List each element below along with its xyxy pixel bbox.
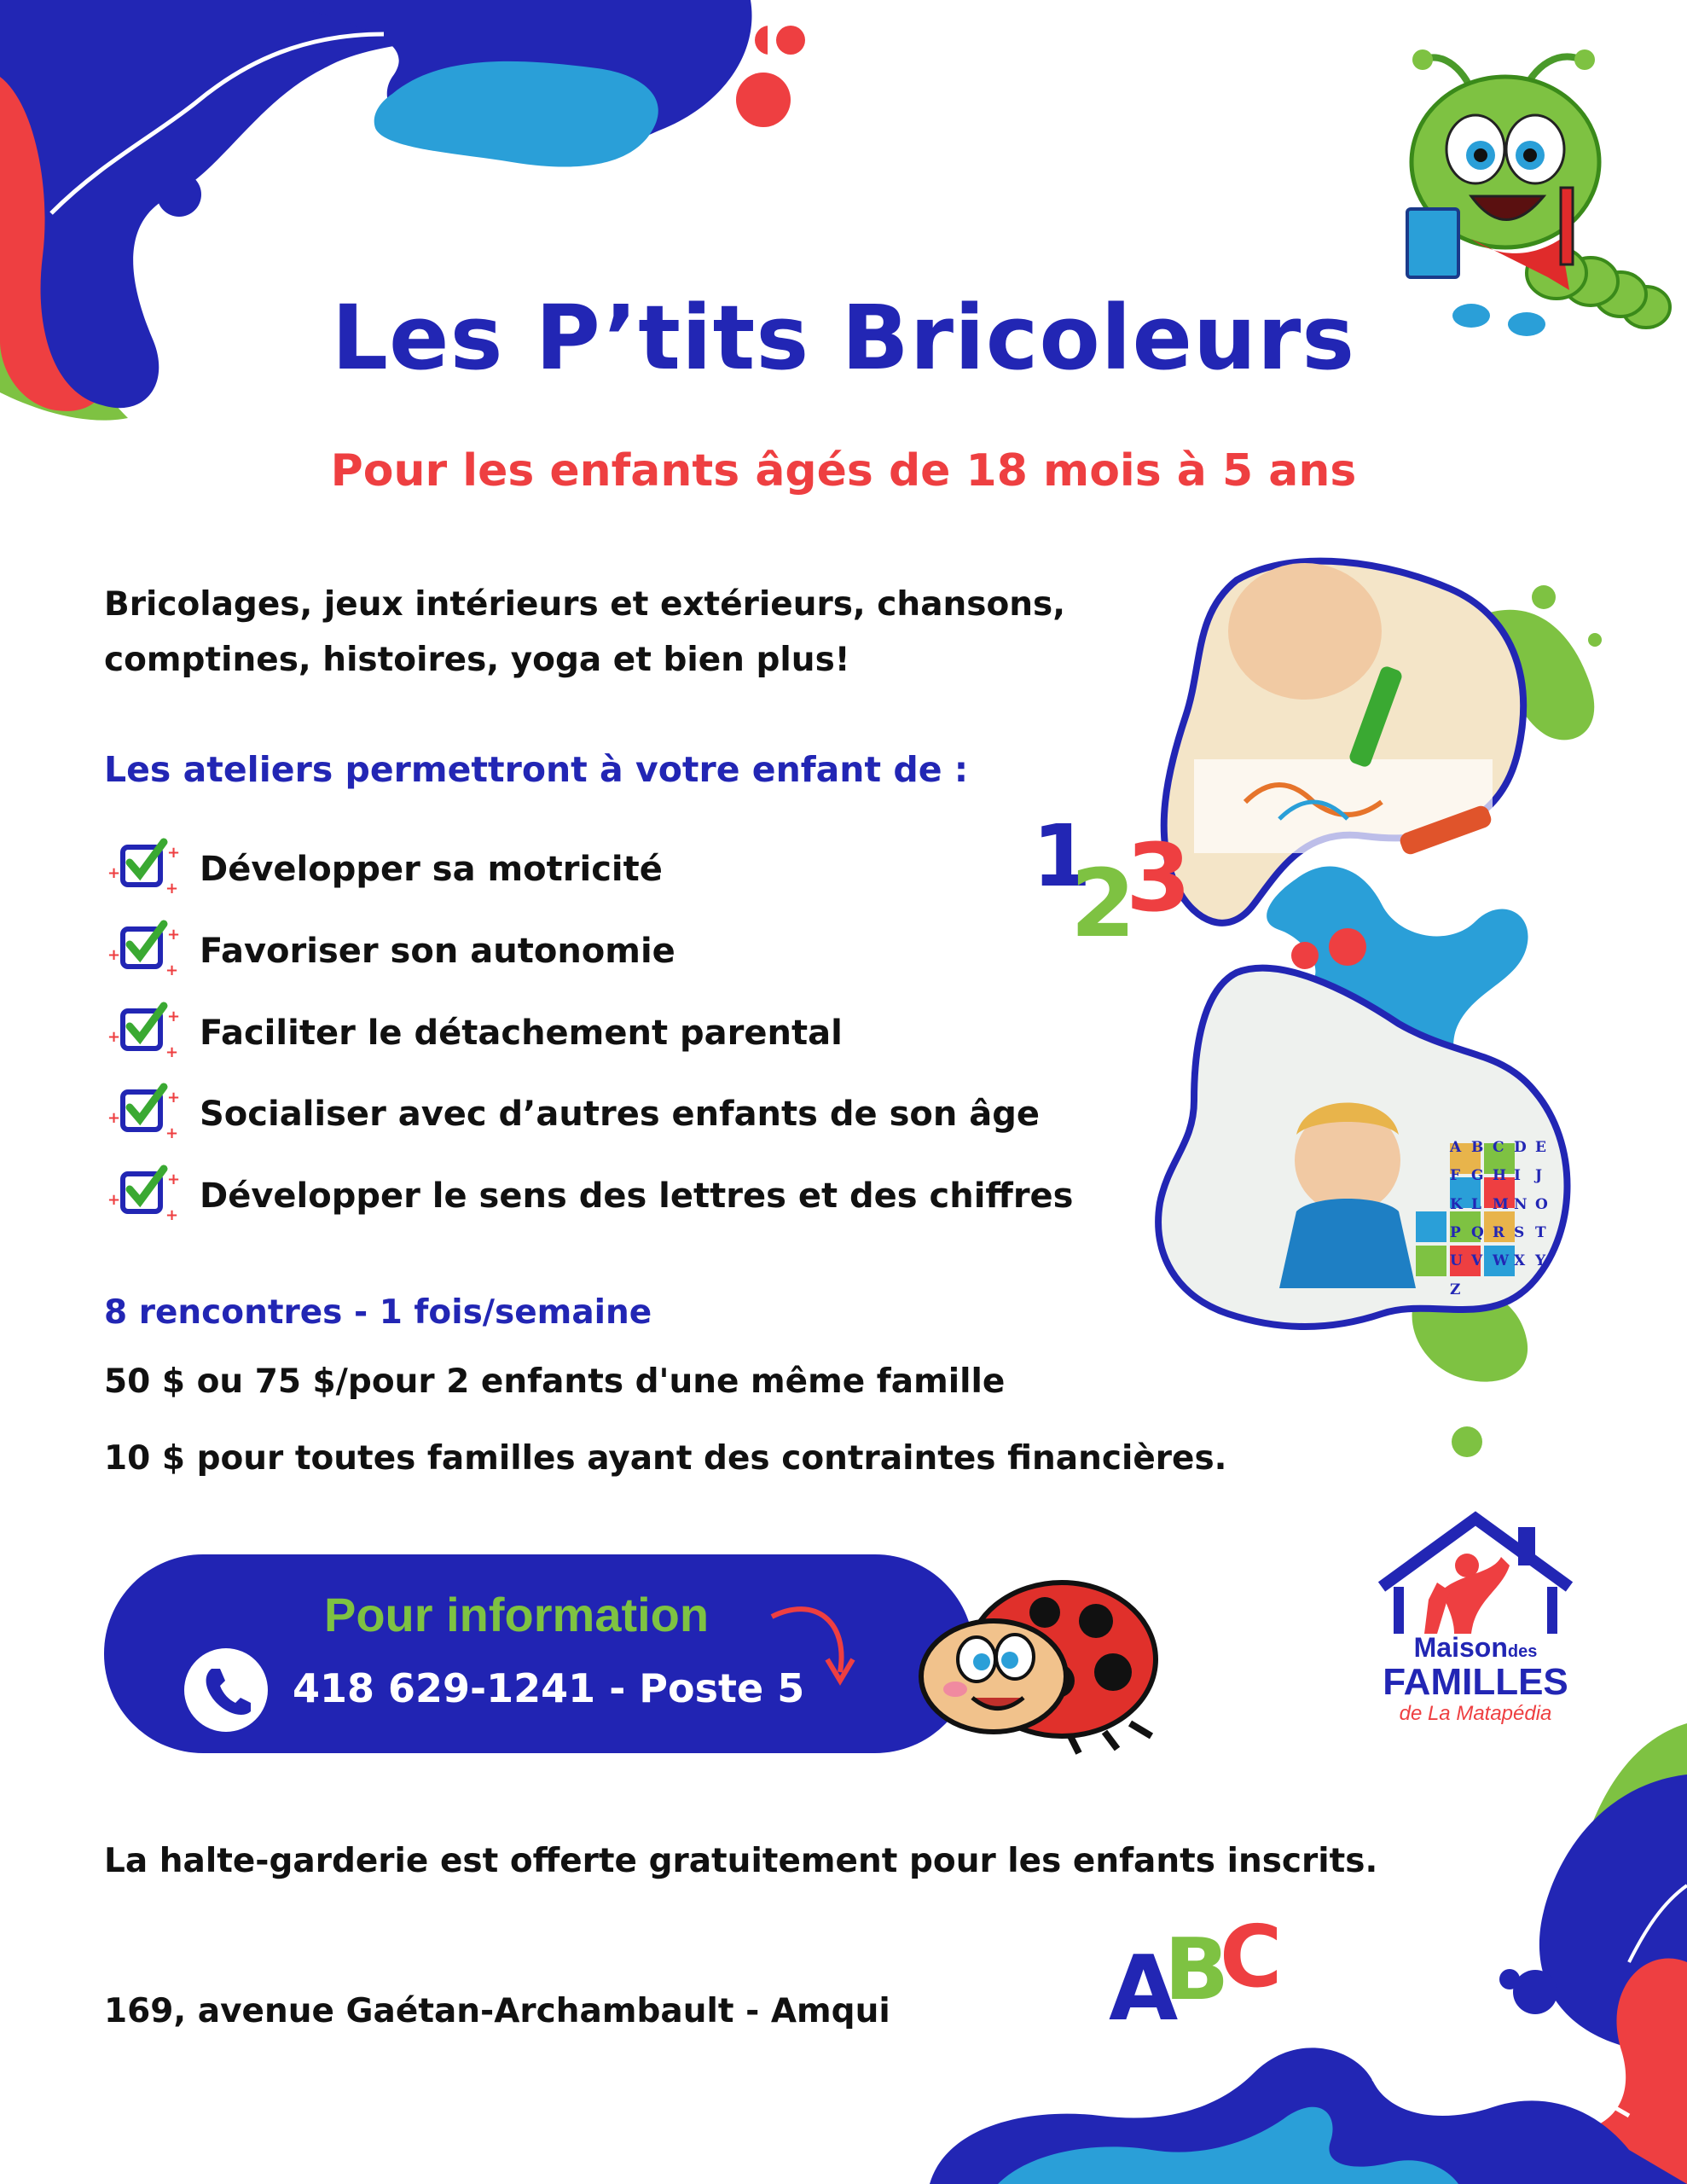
logo-subtitle: de La Matapédia xyxy=(1399,1702,1552,1725)
svg-text:+: + xyxy=(167,1170,181,1188)
letters-decoration xyxy=(1100,1907,1296,2041)
letter-b: B xyxy=(1164,1920,1230,2019)
house-icon xyxy=(1365,1506,1586,1642)
block-letter: Z xyxy=(1450,1281,1461,1298)
svg-text:+: + xyxy=(165,961,179,979)
block-letter: O xyxy=(1535,1195,1548,1213)
number-two: 2 xyxy=(1070,849,1136,958)
benefits-lead: Les ateliers permettront à votre enfant de : xyxy=(104,749,969,790)
svg-text:+: + xyxy=(167,844,181,862)
svg-text:+: + xyxy=(167,1008,181,1025)
checkbox-icon xyxy=(104,917,183,985)
svg-text:+: + xyxy=(107,1028,121,1046)
block-letter: T xyxy=(1535,1223,1546,1241)
block-letter: N xyxy=(1514,1195,1528,1213)
red-dots xyxy=(729,17,832,145)
contact-heading: Pour information xyxy=(324,1588,710,1641)
block-letter: G xyxy=(1471,1167,1484,1185)
block-letter: V xyxy=(1471,1252,1483,1270)
phone-number[interactable]: 418 629-1241 - Poste 5 xyxy=(293,1665,805,1711)
block-letter: P xyxy=(1450,1223,1461,1241)
svg-text:+: + xyxy=(165,1124,179,1142)
numbers-decoration xyxy=(1028,806,1207,977)
halte-garderie-note: La halte-garderie est offerte gratuitement pour les enfants inscrits. xyxy=(104,1842,1378,1880)
block-letter: J xyxy=(1535,1167,1543,1185)
intro-line-1: Bricolages, jeux intérieurs et extérieurs, chansons, xyxy=(104,585,1066,624)
price-info: 50 $ ou 75 $/pour 2 enfants d'une même famille xyxy=(104,1362,1006,1401)
logo-word-des: des xyxy=(1507,1642,1538,1661)
checkbox-icon xyxy=(104,835,183,903)
block-letter: R xyxy=(1493,1223,1505,1241)
benefit-item xyxy=(104,999,843,1067)
photo-collage xyxy=(1023,546,1687,1476)
phone-icon xyxy=(184,1648,268,1732)
block-letter: U xyxy=(1450,1252,1463,1270)
svg-text:+: + xyxy=(167,1089,181,1107)
checkbox-icon xyxy=(104,1162,183,1230)
logo-word-maison: Maison xyxy=(1413,1632,1508,1663)
address: 169, avenue Gaétan-Archambault - Amqui xyxy=(104,1992,890,2030)
block-letter: E xyxy=(1535,1139,1546,1156)
block-letter: W xyxy=(1493,1252,1510,1270)
logo-word-familles: FAMILLES xyxy=(1383,1661,1568,1703)
age-subtitle: Pour les enfants âgés de 18 mois à 5 ans xyxy=(330,445,1357,497)
page-title: Les P’tits Bricoleurs xyxy=(331,286,1356,390)
benefit-label: Faciliter le détachement parental xyxy=(200,1014,843,1053)
checkbox-icon xyxy=(104,999,183,1067)
svg-text:+: + xyxy=(107,864,121,882)
block-letter: C xyxy=(1493,1139,1504,1156)
benefit-item xyxy=(104,917,675,985)
checkbox-icon xyxy=(104,1080,183,1148)
block-letter: M xyxy=(1493,1195,1509,1213)
meetings-info: 8 rencontres - 1 fois/semaine xyxy=(104,1293,652,1332)
block-letter: Q xyxy=(1471,1223,1484,1241)
block-letter: Y xyxy=(1535,1252,1546,1270)
benefit-item xyxy=(104,835,663,903)
block-letter: X xyxy=(1514,1252,1526,1270)
svg-text:+: + xyxy=(165,1043,179,1061)
benefit-label: Développer le sens des lettres et des chiffres xyxy=(200,1176,1074,1216)
block-letter: L xyxy=(1471,1195,1481,1213)
intro-line-2: comptines, histoires, yoga et bien plus! xyxy=(104,641,850,679)
block-letter: I xyxy=(1514,1167,1521,1185)
benefit-label: Développer sa motricité xyxy=(200,850,663,889)
svg-text:+: + xyxy=(107,1109,121,1127)
svg-text:+: + xyxy=(107,946,121,964)
block-letter: F xyxy=(1450,1167,1461,1185)
block-letter: S xyxy=(1514,1223,1525,1241)
number-three: 3 xyxy=(1126,823,1191,932)
svg-text:+: + xyxy=(107,1191,121,1209)
block-letter: H xyxy=(1493,1167,1507,1185)
benefit-label: Favoriser son autonomie xyxy=(200,932,675,971)
blocks-letters xyxy=(1450,1139,1561,1310)
svg-text:+: + xyxy=(165,1206,179,1224)
reduced-price-info: 10 $ pour toutes familles ayant des contraintes financières. xyxy=(104,1439,1227,1478)
benefit-item xyxy=(104,1080,1040,1148)
benefit-item xyxy=(104,1162,1074,1230)
block-letter: A xyxy=(1450,1139,1462,1156)
letter-a: A xyxy=(1109,1937,1179,2041)
maison-des-familles-logo xyxy=(1365,1506,1586,1728)
block-letter: B xyxy=(1471,1139,1484,1156)
block-letter: K xyxy=(1450,1195,1463,1213)
number-one: 1 xyxy=(1032,806,1092,906)
benefit-label: Socialiser avec d’autres enfants de son âge xyxy=(200,1095,1041,1134)
intro-text xyxy=(104,577,1128,688)
svg-text:+: + xyxy=(165,880,179,897)
svg-text:+: + xyxy=(167,926,181,944)
letter-c: C xyxy=(1220,1907,1283,2007)
block-letter: D xyxy=(1514,1139,1527,1156)
